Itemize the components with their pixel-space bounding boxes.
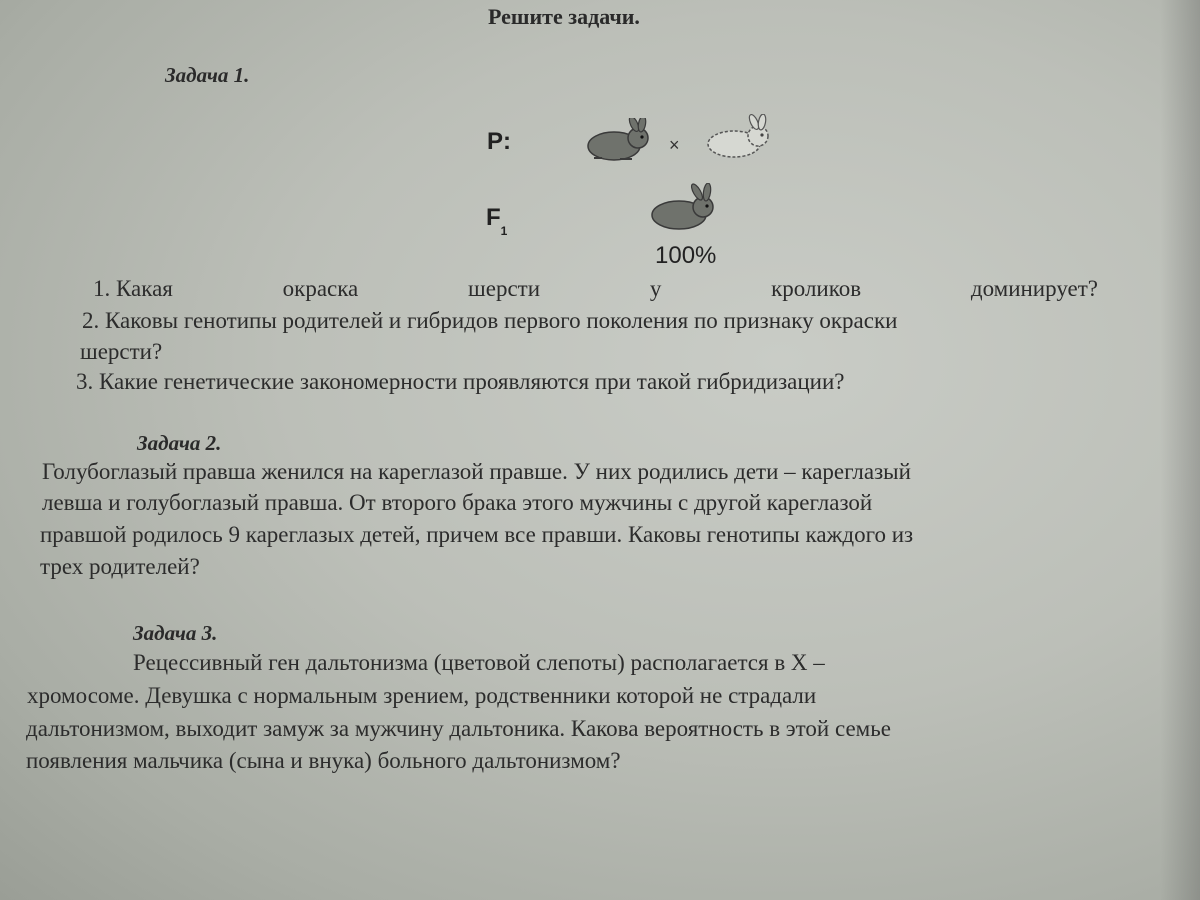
f1-label [486, 204, 508, 238]
task2-line-1: Голубоглазый правша женился на кареглазой правше. У них родились дети – кареглазый [42, 459, 911, 484]
task2-line-4: трех родителей? [40, 554, 200, 579]
page-title: Решите задачи. [488, 4, 640, 29]
task2-line-3: правшой родилось 9 кареглазых детей, причем все правши. Каковы генотипы каждого из [40, 522, 914, 547]
question-2-line-2: шерсти? [80, 339, 163, 364]
task3-heading: Задача 3. [133, 621, 218, 645]
q1-word: шерсти [468, 276, 541, 301]
gray-rabbit-icon [580, 118, 660, 164]
f-subscript: 1 [500, 224, 508, 238]
parents-label: P: [487, 128, 511, 155]
task3-line-4: появления мальчика (сына и внука) больного дальтонизмом? [26, 748, 621, 773]
task1-heading: Задача 1. [165, 63, 250, 87]
question-2-line-1: 2. Каковы генотипы родителей и гибридов первого поколения по признаку окраски [82, 308, 898, 333]
task2-heading: Задача 2. [137, 431, 222, 455]
task3-line-2: хромосоме. Девушка с нормальным зрением, родственники которой не страдали [27, 683, 817, 708]
question-3: 3. Какие генетические закономерности проявляются при такой гибридизации? [76, 369, 845, 394]
q1-word: 1. Какая [93, 276, 173, 301]
cross-sign: × [669, 135, 680, 155]
question-1 [93, 276, 1098, 302]
q1-word: у [649, 276, 662, 301]
offspring-rabbit-icon [645, 183, 725, 233]
task3-line-3: дальтонизмом, выходит замуж за мужчину дальтоника. Какова вероятность в этой семье [26, 716, 891, 741]
q1-word: доминирует? [970, 276, 1098, 301]
task2-line-2: левша и голубоглазый правша. От второго брака этого мужчины с другой кареглазой [42, 490, 873, 515]
offspring-percent: 100% [655, 242, 717, 269]
f-letter: F [486, 204, 501, 231]
white-rabbit-icon [700, 114, 780, 160]
task3-line-1: Рецессивный ген дальтонизма (цветовой слепоты) располагается в Х – [133, 650, 825, 675]
q1-word: окраска [282, 276, 359, 301]
q1-word: кроликов [771, 276, 862, 301]
